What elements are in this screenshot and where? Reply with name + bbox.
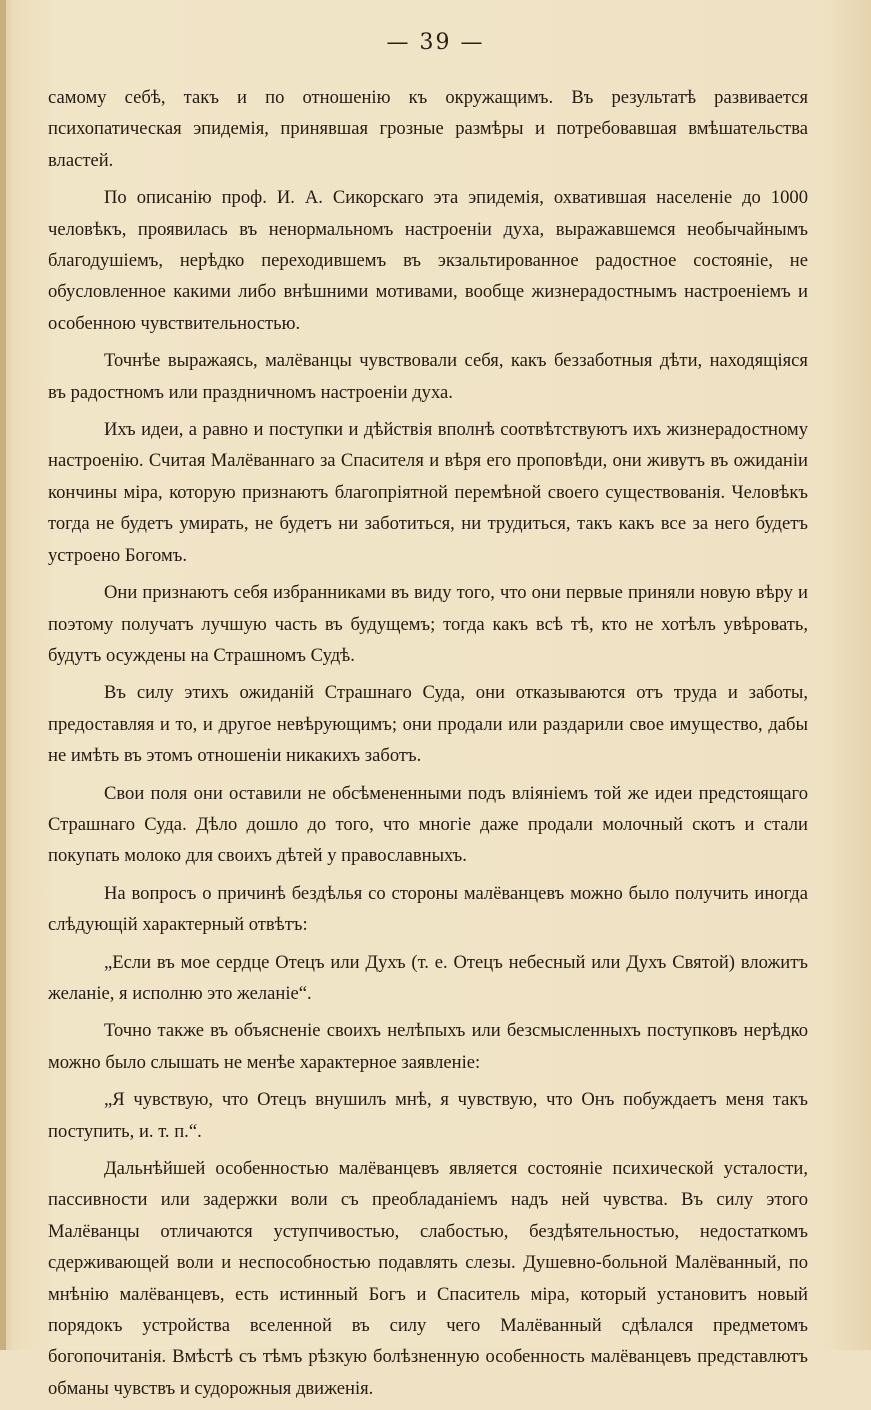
paragraph-8: На вопросъ о причинѣ бездѣлья со стороны малёванцевъ можно было получить иногда слѣдующій характерный отвѣтъ: <box>48 882 808 936</box>
paragraph-4: Ихъ идеи, а равно и поступки и дѣйствія вполнѣ соотвѣтствуютъ ихъ жизнерадостному настроенію. Считая Малёваннаго за Спасителя и вѣря его проповѣди, они живутъ въ ожиданіи кончины міра, которую признаютъ благопріятной перемѣной своего существованія. Человѣкъ тогда не будетъ умирать, не будетъ ни заботиться, ни трудиться, такъ какъ все за него будетъ устроено Богомъ. <box>48 419 808 566</box>
paragraph-2: По описанію проф. И. А. Сикорскаго эта эпидемія, охватившая населеніе до 1000 человѣкъ, проявилась въ ненормальномъ настроеніи духа, выражавшемся необычайнымъ благодушіемъ, нерѣдко переходившемъ въ экзальтированное радостное состояніе, не обусловленное какими либо внѣшними мотивами, вообще жизнерадостнымъ настроеніемъ и особенною чувствительностью. <box>48 187 808 334</box>
page-binding-edge <box>0 0 6 1350</box>
paragraph-3: Точнѣе выражаясь, малёванцы чувствовали себя, какъ беззаботныя дѣти, находящіяся въ радостномъ или праздничномъ настроеніи духа. <box>48 350 808 403</box>
paragraph-9: Точно также въ объясненіе своихъ нелѣпыхъ или безсмысленныхъ поступковъ нерѣдко можно было слышать не менѣе характерное заявленіе: <box>48 1020 808 1073</box>
quote-1: „Если въ мое сердце Отецъ или Духъ (т. е. Отецъ небесный или Духъ Святой) вложитъ желаніе, я исполню это желаніе“. <box>48 951 808 1004</box>
paragraph-5: Они признаютъ себя избранниками въ виду того, что они первые приняли новую вѣру и поэтому получатъ лучшую часть въ будущемъ; тогда какъ всѣ тѣ, кто не хотѣлъ увѣровать, будутъ осуждены на Страшномъ Судѣ. <box>48 582 808 666</box>
page-body <box>48 82 808 1410</box>
paragraph-10: Дальнѣйшей особенностью малёванцевъ является состояніе психической усталости, пассивности или задержки воли съ преобладаніемъ надъ ней чувства. Въ силу этого Малёванцы отличаются уступчивостью, слабостью, бездѣятельностью, недостаткомъ сдерживающей воли и неспособностью подавлять слезы. Душевно-больной Малёванный, по мнѣнію малёванцевъ, есть истинный Богъ и Спаситель міра, который установитъ новый порядокъ устройства вселенной въ силу чего Малёванный сдѣлался предметомъ богопочитанія. Вмѣстѣ съ тѣмъ рѣзкую болѣзненную особенность малёванцевъ представлютъ обманы чувствъ и судорожныя движенія. <box>48 1158 808 1399</box>
paragraph-1: самому себѣ, такъ и по отношенію къ окружащимъ. Въ результатѣ развивается психопатическая эпидемія, принявшая грозные размѣры и потребовавшая вмѣшательства властей. <box>48 87 808 171</box>
paragraph-7: Свои поля они оставили не обсѣмененными подъ вліяніемъ той же идеи предстоящаго Страшнаго Суда. Дѣло дошло до того, что многіе даже продали молочный скотъ и стали покупать молоко для своихъ дѣтей у православныхъ. <box>48 782 808 867</box>
page-number: — 39 — <box>386 30 485 55</box>
quote-2: „Я чувствую, что Отецъ внушилъ мнѣ, я чувствую, что Онъ побуждаетъ меня такъ поступить, и. т. п.“. <box>48 1089 808 1142</box>
paragraph-6: Въ силу этихъ ожиданій Страшнаго Суда, они отказываются отъ труда и заботы, предоставляя и то, и другое невѣрующимъ; они продали или раздарили свое имущество, дабы не имѣть въ этомъ отношеніи никакихъ заботъ. <box>48 682 808 767</box>
